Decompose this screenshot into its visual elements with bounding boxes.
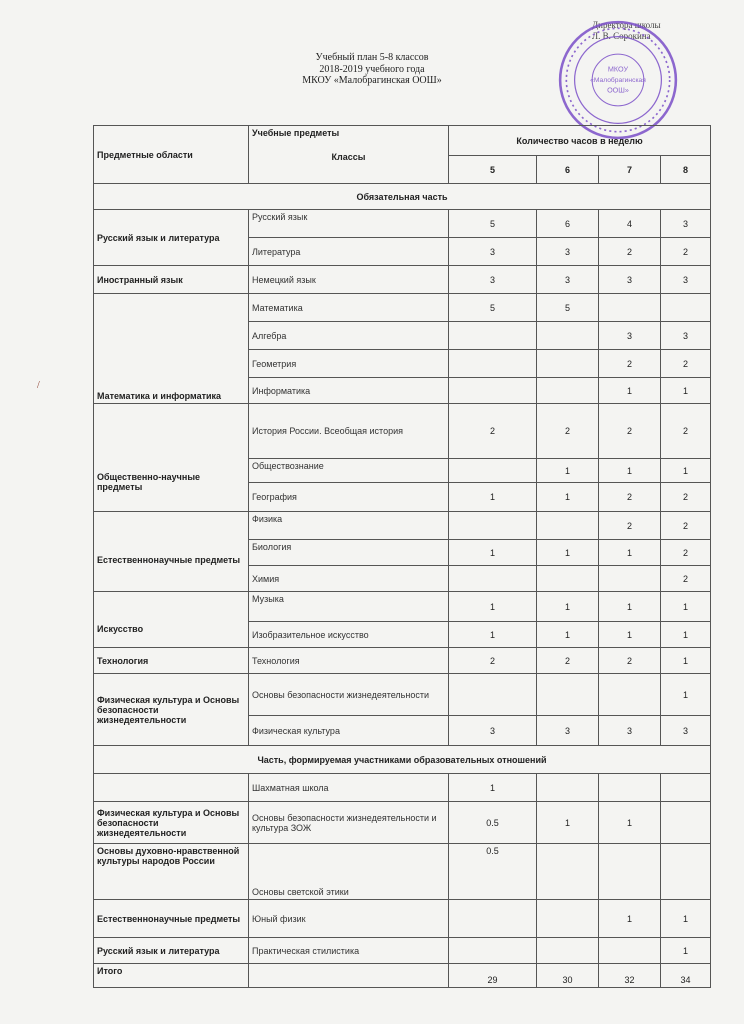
subject-cell: Русский язык (249, 210, 449, 238)
hours-cell (449, 566, 537, 592)
subject-cell: Юный физик (249, 900, 449, 938)
section-optional: Часть, формируемая участниками образовательных отношений (94, 746, 711, 774)
hours-cell: 1 (599, 802, 661, 844)
hours-cell: 2 (661, 404, 711, 459)
hours-cell: 2 (661, 540, 711, 566)
hours-cell: 1 (449, 540, 537, 566)
subject-cell: Алгебра (249, 322, 449, 350)
table-row (94, 404, 711, 459)
total-cell: 30 (537, 964, 599, 988)
header-line-2: 2018-2019 учебного года (319, 63, 425, 75)
hours-cell: 6 (537, 210, 599, 238)
approval-line-2: Л. В. Сорокина (592, 31, 651, 41)
margin-mark: / (37, 380, 40, 391)
hours-cell: 1 (449, 622, 537, 648)
hours-cell (449, 900, 537, 938)
subject-cell: Шахматная школа (249, 774, 449, 802)
hours-cell: 1 (661, 459, 711, 483)
area-cell: Физическая культура и Основы безопасности жизнедеятельности (94, 802, 249, 844)
hours-cell: 1 (599, 900, 661, 938)
hours-cell: 2 (449, 404, 537, 459)
col-header-area: Предметные области (94, 126, 249, 184)
hours-cell (537, 900, 599, 938)
hours-cell: 3 (537, 266, 599, 294)
stamp-center-1: МКОУ (607, 64, 629, 74)
hours-cell: 1 (449, 774, 537, 802)
hours-cell: 2 (537, 648, 599, 674)
hours-cell (537, 674, 599, 716)
table-row (94, 266, 711, 294)
hours-cell: 2 (537, 404, 599, 459)
stamp-center-3: ООШ» (607, 85, 629, 95)
subject-cell: Практическая стилистика (249, 938, 449, 964)
total-label: Итого (94, 964, 249, 988)
hours-cell: 3 (537, 716, 599, 746)
area-cell: Искусство (94, 592, 249, 648)
hours-cell: 1 (599, 592, 661, 622)
hours-cell (599, 674, 661, 716)
hours-cell (449, 938, 537, 964)
hours-cell: 3 (449, 238, 537, 266)
hours-cell: 1 (599, 378, 661, 404)
hours-cell: 3 (449, 266, 537, 294)
hours-cell: 4 (599, 210, 661, 238)
subject-cell: Информатика (249, 378, 449, 404)
hours-cell (537, 774, 599, 802)
subject-cell: Основы безопасности жизнедеятельности и культура ЗОЖ (249, 802, 449, 844)
hours-cell (537, 844, 599, 900)
area-cell: Физическая культура и Основы безопасности жизнедеятельности (94, 674, 249, 746)
hours-cell: 1 (661, 900, 711, 938)
subject-cell: Изобразительное искусство (249, 622, 449, 648)
hours-cell: 1 (661, 674, 711, 716)
hours-cell: 2 (661, 512, 711, 540)
hours-cell: 2 (599, 238, 661, 266)
hours-cell: 3 (661, 266, 711, 294)
hours-cell: 1 (537, 459, 599, 483)
col-header-classes-label: Классы (331, 152, 366, 162)
header-line-1: Учебный план 5-8 классов (315, 52, 429, 63)
hours-cell: 5 (449, 294, 537, 322)
hours-cell: 2 (661, 238, 711, 266)
subject-cell: Обществознание (249, 459, 449, 483)
hours-cell (599, 938, 661, 964)
hours-cell: 3 (661, 716, 711, 746)
table-row (94, 294, 711, 322)
table-row (94, 210, 711, 238)
subject-cell: Основы светской этики (249, 844, 449, 900)
grade-header: 7 (599, 156, 661, 184)
hours-cell (537, 322, 599, 350)
subject-cell: Математика (249, 294, 449, 322)
table-row (94, 674, 711, 716)
subject-cell: Физическая культура (249, 716, 449, 746)
hours-cell: 2 (599, 648, 661, 674)
hours-cell: 0.5 (449, 802, 537, 844)
total-empty (249, 964, 449, 988)
area-cell: Естественнонаучные предметы (94, 512, 249, 592)
hours-cell: 3 (599, 322, 661, 350)
hours-cell: 2 (661, 350, 711, 378)
hours-cell: 3 (449, 716, 537, 746)
area-cell: Математика и информатика (94, 294, 249, 404)
grade-header: 5 (449, 156, 537, 184)
subject-cell: Физика (249, 512, 449, 540)
table-row (94, 774, 711, 802)
hours-cell: 0.5 (449, 844, 537, 900)
subject-cell: Основы безопасности жизнедеятельности (249, 674, 449, 716)
hours-cell (599, 566, 661, 592)
hours-cell (599, 774, 661, 802)
area-cell: Русский язык и литература (94, 210, 249, 266)
hours-cell: 1 (537, 802, 599, 844)
hours-cell: 2 (599, 512, 661, 540)
grade-header: 6 (537, 156, 599, 184)
stamp-center-2: «Малобрагинская (590, 77, 646, 85)
table-row (94, 512, 711, 540)
hours-cell (449, 674, 537, 716)
area-cell: Основы духовно-нравственной культуры народов России (94, 844, 249, 900)
hours-cell: 5 (449, 210, 537, 238)
area-cell-empty (94, 774, 249, 802)
hours-cell: 1 (449, 483, 537, 512)
subject-cell: История России. Всеобщая история (249, 404, 449, 459)
hours-cell: 2 (661, 566, 711, 592)
subject-cell: Немецкий язык (249, 266, 449, 294)
hours-cell (449, 459, 537, 483)
hours-cell (537, 566, 599, 592)
approval-line-1: Директора школы (592, 20, 661, 30)
area-cell: Технология (94, 648, 249, 674)
total-row (94, 964, 711, 988)
hours-cell: 1 (449, 592, 537, 622)
hours-cell: 1 (537, 622, 599, 648)
hours-cell: 1 (661, 622, 711, 648)
hours-cell: 1 (661, 592, 711, 622)
col-header-subjects-label: Учебные предметы (252, 128, 340, 138)
document-header (0, 52, 744, 87)
table-row (94, 844, 711, 900)
hours-cell (537, 512, 599, 540)
table-row (94, 592, 711, 622)
table-row (94, 648, 711, 674)
table-row (94, 938, 711, 964)
col-header-hours: Количество часов в неделю (449, 126, 711, 156)
total-cell: 32 (599, 964, 661, 988)
hours-cell (449, 322, 537, 350)
subject-cell: География (249, 483, 449, 512)
table-row (94, 802, 711, 844)
hours-cell: 3 (537, 238, 599, 266)
section-mandatory: Обязательная часть (94, 184, 711, 210)
hours-cell: 1 (599, 459, 661, 483)
hours-cell: 1 (599, 622, 661, 648)
hours-cell: 1 (661, 938, 711, 964)
hours-cell (449, 378, 537, 404)
hours-cell (537, 350, 599, 378)
hours-cell: 3 (599, 716, 661, 746)
hours-cell: 1 (661, 378, 711, 404)
hours-cell (599, 294, 661, 322)
subject-cell: Биология (249, 540, 449, 566)
hours-cell: 2 (599, 483, 661, 512)
hours-cell (661, 802, 711, 844)
subject-cell: Химия (249, 566, 449, 592)
hours-cell (661, 844, 711, 900)
total-cell: 29 (449, 964, 537, 988)
hours-cell: 1 (537, 540, 599, 566)
hours-cell: 3 (599, 266, 661, 294)
hours-cell: 1 (537, 592, 599, 622)
hours-cell (599, 844, 661, 900)
hours-cell (449, 512, 537, 540)
hours-cell: 2 (661, 483, 711, 512)
total-cell: 34 (661, 964, 711, 988)
header-line-3: МКОУ «Малобрагинская ООШ» (302, 75, 442, 86)
hours-cell: 2 (449, 648, 537, 674)
area-cell: Естественнонаучные предметы (94, 900, 249, 938)
table-row (94, 900, 711, 938)
subject-cell: Музыка (249, 592, 449, 622)
area-cell: Иностранный язык (94, 266, 249, 294)
hours-cell: 2 (599, 404, 661, 459)
area-cell: Общественно-научные предметы (94, 404, 249, 512)
hours-cell: 1 (661, 648, 711, 674)
hours-cell (537, 938, 599, 964)
area-cell: Русский язык и литература (94, 938, 249, 964)
hours-cell (661, 774, 711, 802)
hours-cell: 3 (661, 322, 711, 350)
hours-cell (537, 378, 599, 404)
hours-cell (449, 350, 537, 378)
subject-cell: Геометрия (249, 350, 449, 378)
hours-cell (661, 294, 711, 322)
hours-cell: 1 (599, 540, 661, 566)
hours-cell: 1 (537, 483, 599, 512)
subject-cell: Литература (249, 238, 449, 266)
hours-cell: 5 (537, 294, 599, 322)
col-header-subjects (249, 126, 449, 184)
grade-header: 8 (661, 156, 711, 184)
subject-cell: Технология (249, 648, 449, 674)
hours-cell: 2 (599, 350, 661, 378)
hours-cell: 3 (661, 210, 711, 238)
curriculum-table (93, 125, 711, 988)
